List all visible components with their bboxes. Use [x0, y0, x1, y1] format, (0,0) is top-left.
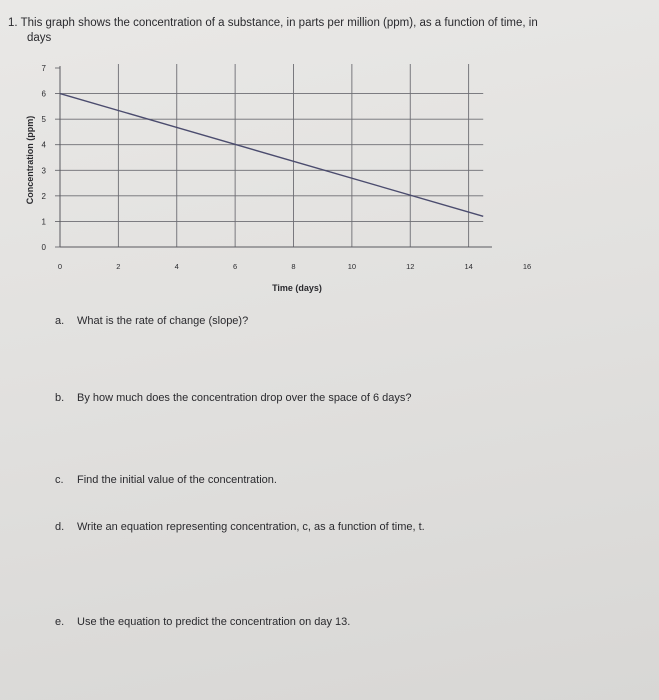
question-text: This graph shows the concentration of a substance, in parts per million (ppm), as a function of time, in [20, 17, 538, 29]
part-d-label: d. [55, 521, 65, 533]
x-tick-label-6: 6 [233, 262, 238, 271]
part-c-text: Find the initial value of the concentration. [77, 474, 277, 486]
part-e-text: Use the equation to predict the concentration on day 13. [77, 616, 351, 628]
y-tick-label-1: 1 [41, 217, 46, 227]
x-tick-label-4: 4 [174, 262, 179, 271]
x-tick-label-8: 8 [291, 262, 296, 271]
part-e [55, 615, 350, 629]
series-line-concentration [60, 94, 483, 217]
y-tick-label-2: 2 [41, 191, 46, 201]
part-c-label: c. [55, 474, 64, 486]
part-a-text: What is the rate of change (slope)? [77, 315, 249, 327]
x-tick-label-0: 0 [57, 262, 63, 271]
part-c [55, 473, 277, 487]
part-b-text: By how much does the concentration drop over the space of 6 days? [77, 392, 412, 404]
question-number: 1. [8, 17, 18, 29]
part-e-label: e. [55, 616, 65, 628]
part-b [55, 391, 411, 405]
x-axis-label: Time (days) [272, 283, 322, 293]
x-tick-label-12: 12 [406, 262, 415, 271]
concentration-graph [0, 0, 659, 300]
part-a-label: a. [55, 315, 65, 327]
y-tick-label-0: 0 [41, 243, 46, 252]
x-tick-label-10: 10 [347, 262, 357, 271]
x-tick-label-16: 16 [522, 262, 532, 271]
x-tick-label-14: 14 [464, 262, 473, 271]
y-tick-label-6: 6 [41, 89, 46, 99]
tick-labels [42, 64, 532, 271]
y-tick-label-4: 4 [41, 140, 46, 150]
data-series [60, 94, 483, 217]
y-tick-label-5: 5 [41, 115, 46, 125]
question-text-continued: days [27, 32, 52, 44]
y-axis-label: Concentration (ppm) [25, 115, 35, 205]
x-tick-label-2: 2 [116, 262, 121, 271]
part-d-text: Write an equation representing concentration, c, as a function of time, t. [77, 521, 425, 533]
y-tick-label-7: 7 [41, 64, 46, 73]
part-d [55, 520, 425, 534]
y-tick-label-3: 3 [41, 166, 46, 176]
part-a [55, 314, 248, 328]
part-b-label: b. [55, 392, 65, 404]
